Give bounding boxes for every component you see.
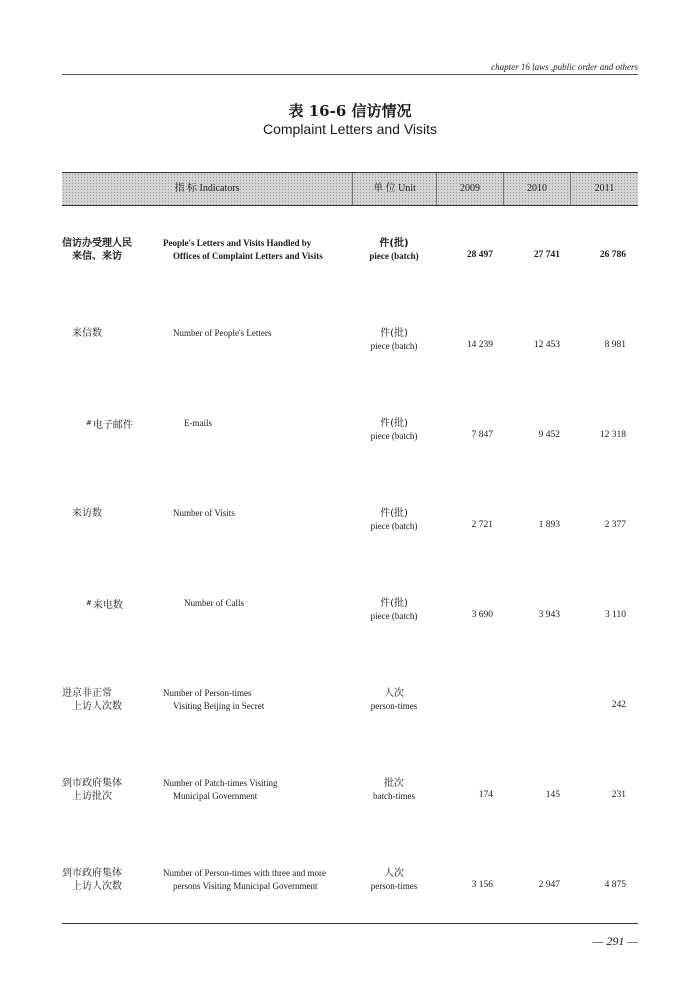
row-label-zh: 进京非正常 上访人次数 xyxy=(62,688,122,712)
header-unit: 单 位 Unit xyxy=(373,183,416,194)
value-2009: 28 497 xyxy=(466,250,493,260)
row-label-zh: 到市政府集体 上访人次数 xyxy=(62,868,122,892)
value-2009: 3 690 xyxy=(471,610,493,620)
header-year-2010: 2010 xyxy=(527,183,547,194)
value-2009: 7 847 xyxy=(471,430,493,440)
value-2011: 2 377 xyxy=(604,520,626,530)
row-label-en: Number of People's Letters xyxy=(173,328,272,338)
header-indicators: 指 标 Indicators xyxy=(174,183,240,194)
running-head: chapter 16 laws ,public order and others xyxy=(491,62,638,72)
hash-marker: # xyxy=(86,599,92,607)
table-header xyxy=(62,172,638,206)
row-label-zh: 来信数 xyxy=(72,328,102,339)
row-label-en: Number of Patch-times Visiting Municipal Government xyxy=(163,778,278,801)
row-unit: 批次 batch-times xyxy=(373,778,415,801)
table-title-en: Complaint Letters and Visits xyxy=(262,121,438,137)
row-label-en: Number of Calls xyxy=(184,598,244,608)
value-2010: 2 947 xyxy=(538,880,560,890)
value-2009: 14 239 xyxy=(466,340,493,350)
value-2010: 27 741 xyxy=(533,250,560,260)
bottom-rule xyxy=(62,923,638,924)
value-2011: 242 xyxy=(611,700,626,710)
value-2009: 174 xyxy=(478,790,493,800)
row-label-zh: 信访办受理人民 来信、来访 xyxy=(62,238,132,262)
row-unit: 件(批) piece (batch) xyxy=(370,508,418,531)
row-unit: 人次 person-times xyxy=(370,688,418,711)
row-label-en: Number of Person-times Visiting Beijing in Secret xyxy=(163,688,265,711)
value-2011: 3 110 xyxy=(604,610,626,620)
row-label-en: People's Letters and Visits Handled by Offices of Complaint Letters and Visits xyxy=(163,238,323,261)
row-unit: 件(批) piece (batch) xyxy=(370,418,418,441)
value-2011: 4 875 xyxy=(604,880,626,890)
row-label-zh: 到市政府集体 上访批次 xyxy=(62,778,122,802)
row-label-zh: #电子邮件 xyxy=(86,419,133,431)
value-2011: 8 981 xyxy=(604,340,626,350)
value-2010: 1 893 xyxy=(538,520,560,530)
top-rule xyxy=(62,74,638,75)
page-number: — 291 — xyxy=(592,934,638,948)
header-year-2009: 2009 xyxy=(460,183,480,194)
row-label-zh: #来电数 xyxy=(86,599,123,611)
value-2009: 2 721 xyxy=(471,520,493,530)
value-2010: 9 452 xyxy=(538,430,560,440)
value-2011: 231 xyxy=(611,790,626,800)
row-label-en: E-mails xyxy=(184,418,212,428)
value-2011: 12 318 xyxy=(599,430,626,440)
row-label-zh: 来访数 xyxy=(72,508,102,519)
hash-marker: # xyxy=(86,419,92,427)
value-2011: 26 786 xyxy=(599,250,626,260)
table-title-zh: 表 16-6 信访情况 xyxy=(288,102,412,120)
value-2010: 145 xyxy=(545,790,560,800)
row-label-en: Number of Person-times with three and more persons Visiting Municipal Government xyxy=(163,868,326,891)
row-unit: 件(批) piece (batch) xyxy=(370,598,418,621)
header-year-2011: 2011 xyxy=(594,183,615,194)
value-2010: 12 453 xyxy=(533,340,560,350)
row-unit: 件(批) piece (batch) xyxy=(369,238,419,261)
value-2009: 3 156 xyxy=(471,880,493,890)
value-2010: 3 943 xyxy=(538,610,560,620)
row-label-en: Number of Visits xyxy=(173,508,235,518)
row-unit: 人次 person-times xyxy=(370,868,418,891)
row-unit: 件(批) piece (batch) xyxy=(370,328,418,351)
